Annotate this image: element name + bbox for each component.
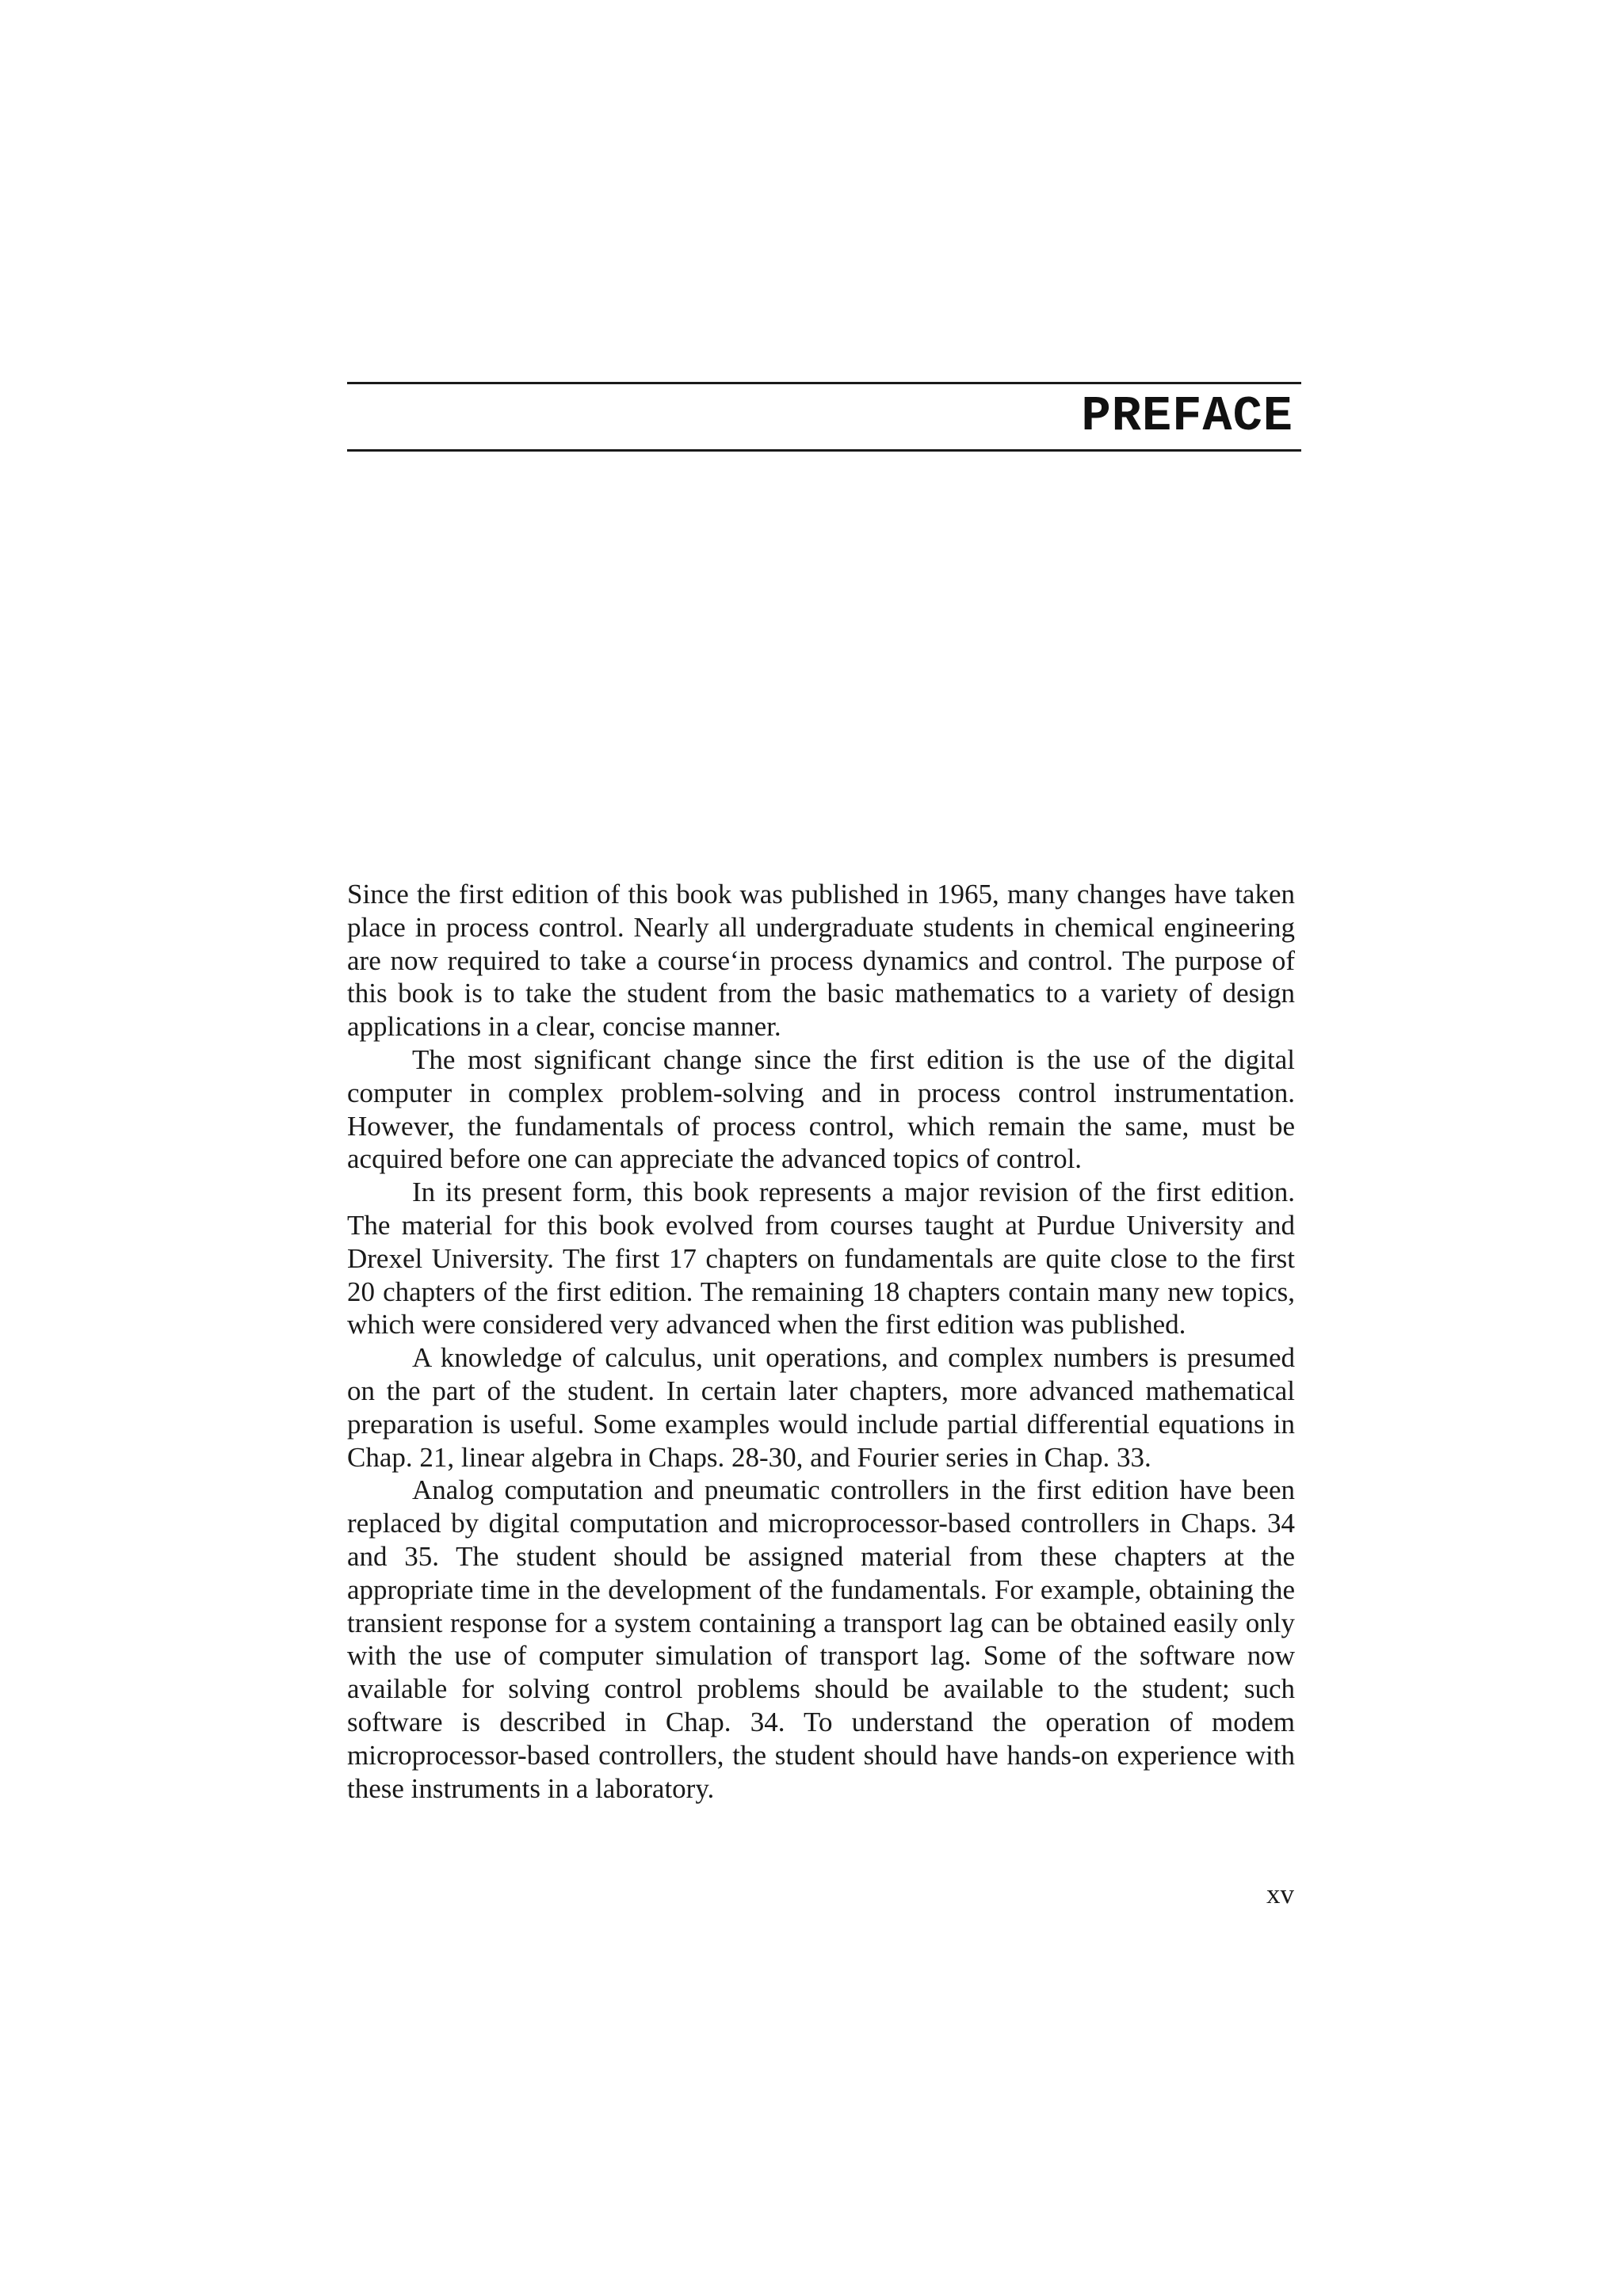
header-rule-bottom bbox=[347, 449, 1301, 452]
header-rule-top bbox=[347, 382, 1301, 384]
chapter-title: PREFACE bbox=[1081, 388, 1293, 444]
paragraph: In its present form, this book represents a major revision of the first edition. The material for this book evolved from courses taught at Purdue University and Drexel University. The first 17 chapters on fundamentals are quite close to the first 20 chapters of the first edition. The remaining 18 chapters contain many new topics, which were considered very advanced when the first edition was published. bbox=[347, 1177, 1295, 1341]
paragraph: Since the first edition of this book was published in 1965, many changes have taken place in process control. Nearly all undergraduate students in chemical engineering are now required to take a course‘in process dynamics and control. The purpose of this book is to take the student from the basic mathematics to a variety of design applications in a clear, concise manner. bbox=[347, 879, 1295, 1043]
preface-body bbox=[347, 878, 1295, 1805]
paragraph: Analog computation and pneumatic controllers in the first edition have been replaced by digital computation and microprocessor-based controllers in Chaps. 34 and 35. The student should be assigned material from these chapters at the appropriate time in the development of the fundamentals. For example, obtaining the transient response for a system containing a transport lag can be obtained easily only with the use of computer simulation of transport lag. Some of the software now available for solving control problems should be available to the student; such software is described in Chap. 34. To understand the operation of modem microprocessor-based controllers, the student should have hands-on experience with these instruments in a laboratory. bbox=[347, 1474, 1295, 1804]
paragraph: The most significant change since the first edition is the use of the digital computer in complex problem-solving and in process control instrumentation. However, the fundamentals of process control, which remain the same, must be acquired before one can appreciate the advanced topics of control. bbox=[347, 1043, 1295, 1175]
paragraph: A knowledge of calculus, unit operations, and complex numbers is presumed on the part of the student. In certain later chapters, more advanced mathematical preparation is useful. Some examples would include partial differential equations in Chap. 21, linear algebra in Chaps. 28-30, and Fourier series in Chap. 33. bbox=[347, 1342, 1295, 1473]
page-number: xv bbox=[1266, 1878, 1294, 1909]
